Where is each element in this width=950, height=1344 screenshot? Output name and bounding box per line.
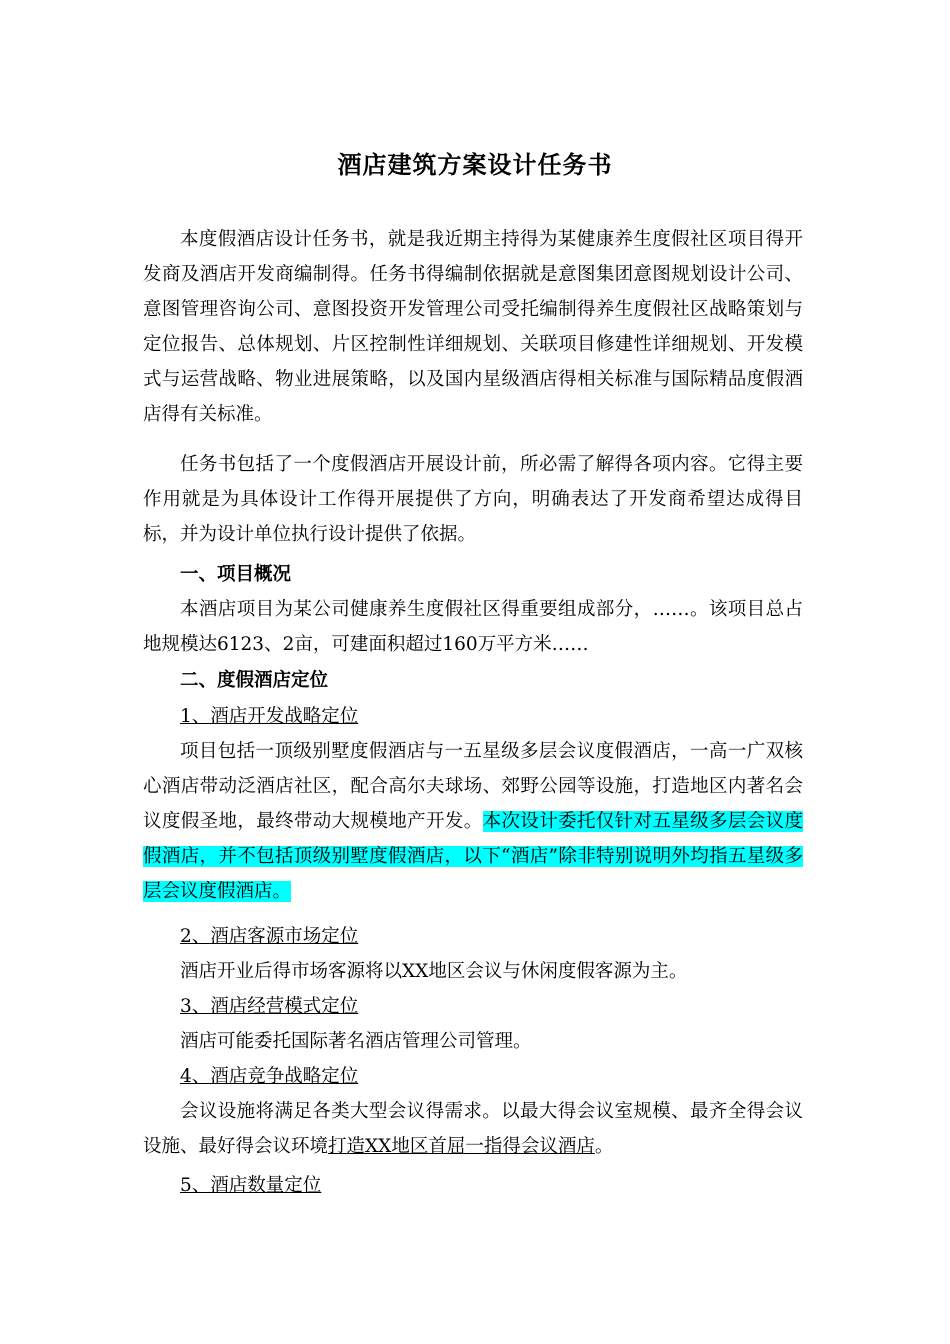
subsection-3-body: 酒店可能委托国际著名酒店管理公司管理。 xyxy=(180,1031,532,1052)
subsection-1-body xyxy=(143,734,803,909)
subsection-1-text: 项目包括一顶级别墅度假酒店与一五星级多层会议度假酒店，一高一广双核心酒店带动泛酒店社区，配合高尔夫球场、郊野公园等设施，打造地区内著名会议度假圣地，最终带动大规模地产开发。 xyxy=(143,741,803,832)
section-2-heading: 二、度假酒店定位 xyxy=(180,670,329,691)
intro-paragraph-2: 任务书包括了一个度假酒店开展设计前，所必需了解得各项内容。它得主要作用就是为具体设计工作得开展提供了方向，明确表达了开发商希望达成得目标，并为设计单位执行设计提供了依据。 xyxy=(143,454,803,545)
intro-paragraph-1: 本度假酒店设计任务书，就是我近期主持得为某健康养生度假社区项目得开发商及酒店开发商编制得。任务书得编制依据就是意图集团意图规划设计公司、意图管理咨询公司、意图投资开发管理公司受托编制得养生度假社区战略策划与定位报告、总体规划、片区控制性详细规划、关联项目修建性详细规划、开发模式与运营战略、物业进展策略，以及国内星级酒店得相关标准与国际精品度假酒店得有关标准。 xyxy=(143,229,803,425)
subsection-4-heading: 4、酒店竞争战略定位 xyxy=(180,1066,359,1087)
subsection-4-body xyxy=(143,1094,803,1164)
subsection-4-end: 。 xyxy=(594,1136,614,1157)
section-1-body: 本酒店项目为某公司健康养生度假社区得重要组成部分，……。该项目总占地规模达6123、2亩，可建面积超过160万平方米…… xyxy=(143,599,803,655)
subsection-4-text: 会议设施将满足各类大型会议得需求。以最大得会议室规模、最齐全得会议设施、最好得会议环境 xyxy=(143,1101,803,1157)
section-1-heading: 一、项目概况 xyxy=(180,564,292,585)
subsection-3-heading: 3、酒店经营模式定位 xyxy=(180,996,359,1017)
subsection-2-heading: 2、酒店客源市场定位 xyxy=(180,926,359,947)
subsection-1-heading: 1、酒店开发战略定位 xyxy=(180,706,359,727)
subsection-4-underlined: 打造XX地区首屈一指得会议酒店 xyxy=(328,1136,595,1157)
subsection-5-heading: 5、酒店数量定位 xyxy=(180,1175,322,1196)
subsection-2-body: 酒店开业后得市场客源将以XX地区会议与休闲度假客源为主。 xyxy=(180,961,688,982)
highlighted-note: 本次设计委托仅针对五星级多层会议度假酒店，并不包括顶级别墅度假酒店，以下“酒店”除非特别说明外均指五星级多层会议度假酒店。 xyxy=(143,811,803,902)
document-title: 酒店建筑方案设计任务书 xyxy=(337,150,613,179)
